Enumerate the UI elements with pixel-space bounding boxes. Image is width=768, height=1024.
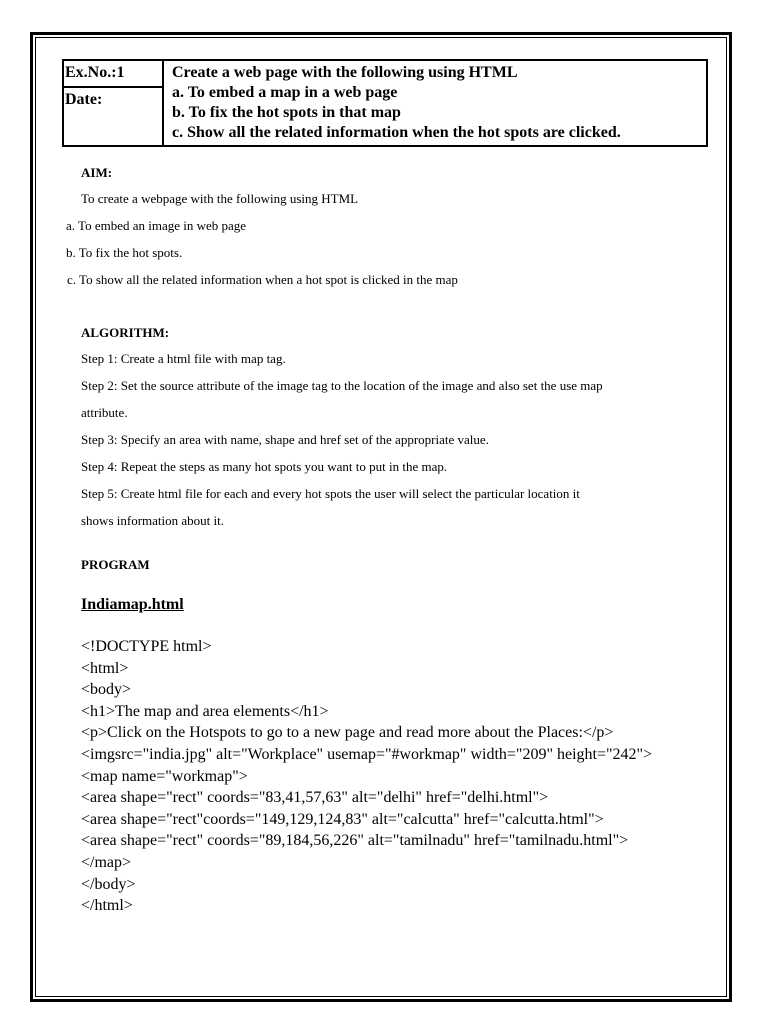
list-item-text: To show all the related information when a hot spot is clicked in the map <box>79 272 458 287</box>
algorithm-step: Step 3: Specify an area with name, shape and href set of the appropriate value. <box>81 432 489 447</box>
program-heading: PROGRAM <box>81 557 150 572</box>
list-marker: b. <box>66 245 76 260</box>
header-description <box>164 61 706 145</box>
algorithm-step: attribute. <box>81 405 128 420</box>
header-line: a. To embed a map in a web page <box>172 84 398 101</box>
list-marker: a. <box>66 218 76 233</box>
aim-heading: AIM: <box>81 165 113 180</box>
code-line: <area shape="rect"coords="149,129,124,83" alt="calcutta" href="calcutta.html"> <box>81 810 604 828</box>
list-item-text: To embed an image in web page <box>78 218 247 233</box>
algorithm-step: Step 1: Create a html file with map tag. <box>81 351 286 366</box>
code-line: <area shape="rect" coords="89,184,56,226" alt="tamilnadu" href="tamilnadu.html"> <box>81 832 629 850</box>
algorithm-step: Step 5: Create html file for each and every hot spots the user will select the particular location it <box>81 486 580 501</box>
list-marker: c. <box>67 272 77 287</box>
code-line: <html> <box>81 659 129 677</box>
date-label: Date: <box>65 91 103 108</box>
code-line: <map name="workmap"> <box>81 767 248 785</box>
algorithm-heading: ALGORITHM: <box>81 325 170 340</box>
code-line: </html> <box>81 897 133 915</box>
code-line: <!DOCTYPE html> <box>81 638 212 655</box>
algorithm-step: shows information about it. <box>81 513 224 528</box>
code-line: <body> <box>81 681 132 699</box>
list-item-text: To fix the hot spots. <box>78 245 183 260</box>
header-line: Create a web page with the following using HTML <box>172 64 518 81</box>
exercise-number: Ex.No.:1 <box>64 61 162 88</box>
header-line: c. Show all the related information when the hot spots are clicked. <box>172 124 621 141</box>
code-line: <p>Click on the Hotspots to go to a new page and read more about the Places:</p> <box>81 724 614 742</box>
aim-item-c <box>67 272 458 288</box>
code-line: <imgsrc="india.jpg" alt="Workplace" usemap="#workmap" width="209" height="242"> <box>81 745 653 763</box>
code-line: <area shape="rect" coords="83,41,57,63" alt="delhi" href="delhi.html"> <box>81 789 549 807</box>
header-line: b. To fix the hot spots in that map <box>172 104 401 121</box>
code-line: </body> <box>81 875 136 893</box>
aim-item-a <box>66 218 246 234</box>
aim-item-b <box>66 245 182 261</box>
code-line: <h1>The map and area elements</h1> <box>81 702 329 720</box>
exercise-header-table <box>62 59 708 147</box>
header-left-column <box>64 61 164 145</box>
code-listing <box>81 636 652 917</box>
aim-intro: To create a webpage with the following using HTML <box>81 191 359 206</box>
program-file-title: Indiamap.html <box>81 596 184 613</box>
algorithm-step: Step 4: Repeat the steps as many hot spots you want to put in the map. <box>81 459 448 474</box>
algorithm-step: Step 2: Set the source attribute of the image tag to the location of the image and also set the use map <box>81 378 603 393</box>
code-line: </map> <box>81 853 132 871</box>
